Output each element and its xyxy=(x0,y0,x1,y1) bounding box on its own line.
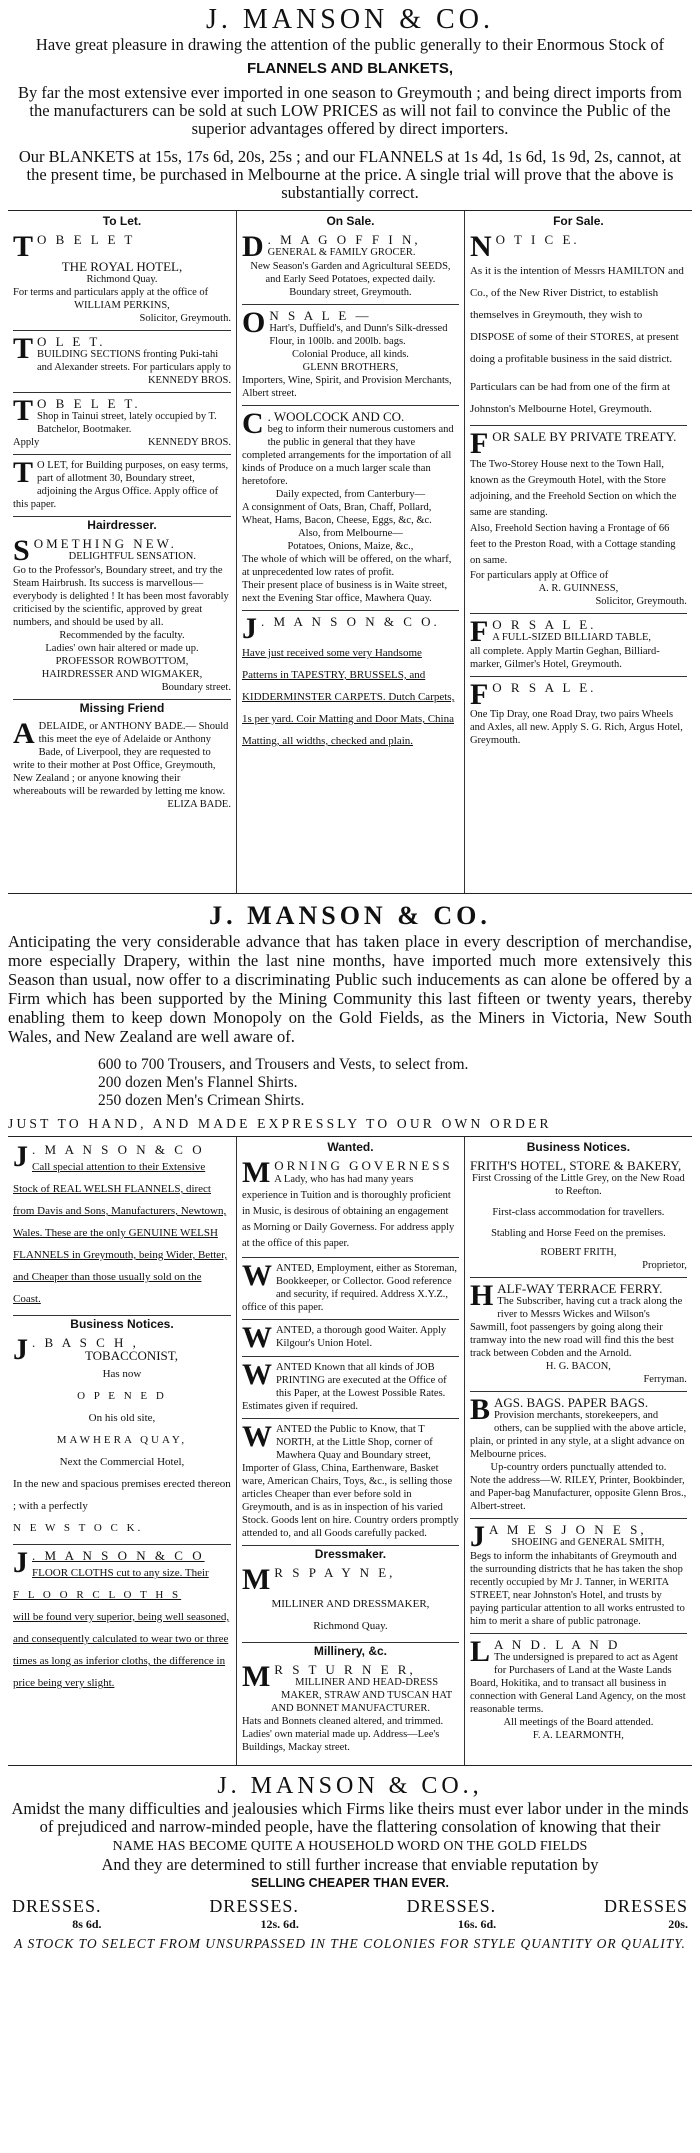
ad-text: Potatoes, Onions, Maize, &c., xyxy=(287,541,414,552)
ad-heading: . B A S C H , xyxy=(32,1335,139,1350)
ad-text: Shop in Tainui street, lately occupied by T. Batchelor, Bootmaker. xyxy=(37,411,217,435)
ad-text: All meetings of the Board attended. xyxy=(503,1717,654,1728)
ad-signature: KENNEDY BROS. xyxy=(147,437,231,448)
business-notices-heading: Business Notices. xyxy=(70,1317,174,1331)
ad-heading: O L E T. xyxy=(37,334,106,349)
ad-text: The undersigned is prepared to act as Agent for Purchasers of Land at the Waste Lands Board, Hokitika, and to transact all business in connection with General Land Agency, on the most reasonable terms. xyxy=(469,1652,686,1715)
ad-text: all complete. Apply Martin Geghan, Billiard-marker, Gilmer's Hotel, Greymouth. xyxy=(469,646,660,670)
top-title: J. MANSON & CO. xyxy=(206,4,494,35)
drop-cap: W xyxy=(241,1420,272,1453)
ad-subheading: A FULL-SIZED BILLIARD TABLE, xyxy=(492,632,652,643)
to-let-column xyxy=(8,211,236,893)
ad-signature: WILLIAM PERKINS, xyxy=(74,300,170,311)
ad-heading: OR SALE BY PRIVATE TREATY. xyxy=(492,429,677,444)
dresses-price: 8s 6d. xyxy=(72,1917,102,1931)
floor-cloths-ad xyxy=(13,1545,231,1699)
drop-cap: D xyxy=(241,230,264,263)
dresses-label: DRESSES. xyxy=(209,1896,299,1916)
ad-text: Hart's, Duffield's, and Dunn's Silk-dressed Flour, in 100lb. and 200lb. bags. xyxy=(269,323,448,347)
ad-heading: O R S A L E. xyxy=(492,680,597,695)
drop-cap: F xyxy=(469,678,489,711)
basch-tobacconist-ad xyxy=(13,1332,231,1545)
ad-text: Hats and Bonnets cleaned altered, and trimmed. Ladies' own material made up. Address—Lee's Buildings, Mackay street. xyxy=(241,1716,444,1753)
glenn-brothers-ad xyxy=(242,305,459,406)
ad-text: For terms and particulars apply at the office of xyxy=(13,287,209,298)
ad-text: Colonial Produce, all kinds. xyxy=(291,349,409,360)
middle-item: 250 dozen Men's Crimean Shirts. xyxy=(98,1092,305,1109)
top-paragraph-1: By far the most extensive ever imported in one season to Greymouth ; and being direct imports from the manufacturers can be sold at such LOW PRICES as will not fail to convince the Public of the superior advantages offered by direct importers. xyxy=(18,83,682,138)
dresses-price: 20s. xyxy=(668,1917,688,1931)
job-printing-ad xyxy=(242,1357,459,1419)
bottom-paragraph-1: Amidst the many difficulties and jealousies which Firms like theirs must ever labor under in the minds of prejudiced and narrow-minded people, have the flattering consolation of knowing that their xyxy=(11,1799,689,1836)
ad-text: First-class accommodation for travellers. xyxy=(492,1207,665,1218)
ad-heading: . M A G O F F I N, xyxy=(267,232,421,247)
welsh-flannels-ad xyxy=(13,1139,231,1316)
ad-text: Daily expected, from Canterbury— xyxy=(275,489,426,500)
classifieds-section-1 xyxy=(8,210,692,894)
ad-text: MILLINER AND DRESSMAKER, xyxy=(271,1598,430,1610)
for-sale-heading: For Sale. xyxy=(553,214,604,228)
ad-text: BUILDING SECTIONS fronting Puki-tahi and Alexander streets. For particulars apply to xyxy=(37,349,231,373)
james-jones-ad xyxy=(470,1519,687,1634)
manson-carpets-ad xyxy=(242,611,459,757)
drop-cap: T xyxy=(13,230,34,263)
ad-text: Ladies' own hair altered or made up. xyxy=(45,643,199,654)
ad-text: The Subscriber, having cut a track along the river to Messrs Wickes and Wilson's Sawmill, foot passengers by going along their tramway into the new road will find this the best track between Cobden and the Arnold. xyxy=(469,1296,683,1359)
ad-text: Next the Commercial Hotel, xyxy=(59,1456,185,1468)
ad-heading: . M A N S O N & C O. xyxy=(260,614,440,629)
ad-text: ANTED Known that all kinds of JOB PRINTING are executed at the Office of this Paper, at the Lowest Possible Rates. Estimates given if required. xyxy=(241,1362,447,1412)
ad-text: Call special attention to their Extensive Stock of REAL WELSH FLANNELS, direct from Davis and Sons, Manufacturers, Newtown, Wales. These are the only GENUINE WELSH FLANNELS in Greymouth, being Wider, Better, and Cheaper than those usually sold on the Coast. xyxy=(13,1161,228,1305)
footer-line: A STOCK TO SELECT FROM UNSURPASSED IN THE COLONIES FOR STYLE QUANTITY OR QUALITY. xyxy=(14,1936,686,1951)
ad-heading: O R S A L E. xyxy=(492,617,597,632)
ad-signature: Boundary street. xyxy=(161,682,231,693)
ad-text: Boundary street, Greymouth. xyxy=(289,287,412,298)
drop-cap: F xyxy=(469,615,489,648)
ad-text: In the new and spacious premises erected thereon ; with a perfectly xyxy=(13,1478,231,1512)
waiter-wanted-ad xyxy=(242,1320,459,1357)
ad-text: Have just received some very Handsome Patterns in TAPESTRY, BRUSSELS, and KIDDERMINSTER CARPETS. Dutch Carpets, 1s per yard. Coir Matting and Door Mats, China Matting, all widths, checked and plain. xyxy=(241,647,455,747)
ad-heading: O B E L E T xyxy=(37,232,136,247)
ad-signature: ROBERT FRITH, xyxy=(540,1247,617,1258)
ad-signature: ELIZA BADE. xyxy=(167,799,231,810)
ad-text: O P E N E D xyxy=(77,1390,167,1402)
top-advertisement xyxy=(8,4,692,202)
top-headline: FLANNELS AND BLANKETS, xyxy=(246,60,454,77)
manson-notices-column xyxy=(8,1137,236,1765)
ad-signature: Solicitor, Greymouth. xyxy=(139,313,231,324)
ad-text: Provision merchants, storekeepers, and others, can be supplied with the above article, plain, or printed in any style, at a slight advance on Melbourne prices. xyxy=(469,1410,687,1460)
missing-friend-heading: Missing Friend xyxy=(79,701,165,715)
drop-cap: B xyxy=(469,1393,490,1426)
ad-text: Importers, Wine, Spirit, and Provision Merchants, Albert street. xyxy=(241,375,452,399)
ad-text: Recommended by the faculty. xyxy=(59,630,185,641)
dresses-price-row xyxy=(8,1896,692,1932)
top-paragraph-2: Our BLANKETS at 15s, 17s 6d, 20s, 25s ; and our FLANNELS at 1s 4d, 1s 6d, 1s 9d, 2s, cannot, at the present time, be purchased in Melbourne at the price. A single trial will prove that the above is substantially correct. xyxy=(18,147,682,202)
royal-hotel-ad xyxy=(13,229,231,331)
ad-signature: H. G. BACON, xyxy=(545,1361,611,1372)
ad-text: beg to inform their numerous customers and the public in general that they have completed arrangements for the importation of all kinds of Produce on a much larger scale than heretofore. xyxy=(241,424,454,487)
drop-cap: L xyxy=(469,1635,490,1668)
mrs-turner-ad xyxy=(242,1659,459,1759)
ad-text: Also, Freehold Section having a Frontage of 66 feet to the Preston Road, with a Cottage standing on same. xyxy=(469,523,676,566)
steam-hairbrush-ad xyxy=(13,533,231,700)
missing-friend-ad xyxy=(13,716,231,816)
ad-subheading: DELIGHTFUL SENSATION. xyxy=(68,551,196,562)
magoffin-ad xyxy=(242,229,459,305)
middle-paragraph: Anticipating the very considerable advance that has taken place in every description of merchandise, more especially Drapery, within the last nine months, have imported much more extensively this Season than usual, now offer to a discriminating Public such inducements as can alone be offered by a Firm which has been supported by the Mining Community this last fifteen or twenty years, thereby enabling them to keep down Monopoly on the Gold Fields, as the Miners in Victoria, New South Wales, and New Zealand are well aware of. xyxy=(8,932,692,1046)
ad-text: MAWHERA QUAY, xyxy=(56,1434,188,1446)
paper-bags-ad xyxy=(470,1392,687,1519)
drop-cap: J xyxy=(469,1520,485,1553)
hairdresser-heading: Hairdresser. xyxy=(87,518,157,532)
ad-signature: KENNEDY BROS. xyxy=(147,375,231,386)
ad-signature: F. A. LEARMONTH, xyxy=(532,1730,624,1741)
ad-heading: . M A N S O N & C O xyxy=(32,1548,205,1563)
drop-cap: F xyxy=(469,427,489,460)
ad-heading: O B E L E T. xyxy=(37,396,141,411)
allotment-ad xyxy=(13,455,231,517)
building-sections-ad xyxy=(13,331,231,393)
drop-cap: W xyxy=(241,1321,272,1354)
bottom-paragraph-4: SELLING CHEAPER THAN EVER. xyxy=(251,1876,449,1890)
middle-item: 600 to 700 Trousers, and Trousers and Vests, to select from. xyxy=(98,1056,469,1073)
hamilton-notice-ad xyxy=(470,229,687,426)
middle-item: 200 dozen Men's Flannel Shirts. xyxy=(98,1074,298,1091)
bottom-title: J. MANSON & CO., xyxy=(217,1773,483,1799)
ad-text: The whole of which will be offered, on the wharf, at unprecedented low rates of profit. xyxy=(241,554,452,578)
ad-heading: ALF-WAY TERRACE FERRY. xyxy=(497,1281,663,1296)
friths-hotel-ad xyxy=(470,1155,687,1278)
ad-text: Stabling and Horse Feed on the premises. xyxy=(491,1228,666,1239)
on-sale-column xyxy=(236,211,464,893)
dresses-price: 16s. 6d. xyxy=(457,1917,497,1931)
ad-text: As it is the intention of Messrs HAMILTON and Co., of the New River District, to establish themselves in Greymouth, they wish to DISPOSE of some of their STORES, at present doing a profitable business in the said district. xyxy=(469,265,684,365)
on-sale-heading: On Sale. xyxy=(326,214,375,228)
ad-subheading: MILLINER AND HEAD-DRESS MAKER, STRAW AND TUSCAN HAT AND BONNET MANUFACTURER. xyxy=(270,1677,453,1714)
drop-cap: T xyxy=(13,456,34,489)
ad-heading: OMETHING NEW. xyxy=(33,536,177,551)
wanted-column xyxy=(236,1137,464,1765)
dressmaker-heading: Dressmaker. xyxy=(314,1547,387,1561)
business-notices-heading-2: Business Notices. xyxy=(526,1140,631,1154)
drop-cap: N xyxy=(469,230,492,263)
classifieds-section-2 xyxy=(8,1136,692,1766)
ad-heading: O T I C E. xyxy=(495,232,580,247)
ad-text: DELAIDE, or ANTHONY BADE.— Should this meet the eye of Adelaide or Anthony Bade, of Liverpool, they are requested to write to their mother at Post Office, Greymouth, New Zealand ; or anyone knowing their whereabouts will be rewarded by letting me know. xyxy=(13,721,229,797)
ad-heading: A M E S J O N E S, xyxy=(488,1522,647,1537)
ad-heading: FRITH'S HOTEL, STORE & BAKERY, xyxy=(469,1158,682,1173)
ad-text: Has now xyxy=(102,1368,142,1380)
ad-heading: AGS. BAGS. PAPER BAGS. xyxy=(493,1395,649,1410)
private-treaty-ad xyxy=(470,426,687,614)
employment-wanted-ad xyxy=(242,1258,459,1320)
top-intro: Have great pleasure in drawing the attention of the public generally to their Enormous Stock of xyxy=(35,35,665,54)
ad-text: For particulars apply at Office of xyxy=(469,570,609,581)
ad-signature: PROFESSOR ROWBOTTOM, xyxy=(55,656,189,667)
ad-signature: Solicitor, Greymouth. xyxy=(595,596,687,607)
drop-cap: T xyxy=(13,332,34,365)
ad-signature: Proprietor, xyxy=(642,1260,687,1271)
ad-text: On his old site, xyxy=(88,1412,156,1424)
ad-text: N E W S T O C K. xyxy=(13,1522,144,1534)
ad-text: Also, from Melbourne— xyxy=(298,528,403,539)
bottom-advertisement xyxy=(8,1766,692,1952)
ad-text: Up-country orders punctually attended to. xyxy=(490,1462,667,1473)
dresses-item xyxy=(209,1896,299,1932)
drop-cap: T xyxy=(13,394,34,427)
ad-text: Apply xyxy=(13,437,40,448)
ad-text: Note the address—W. RILEY, Printer, Bookbinder, and Paper-bag Manufacturer, opposite Glenn Bros., Albert-street. xyxy=(469,1475,687,1512)
bottom-paragraph-3: And they are determined to still further increase that enviable reputation by xyxy=(101,1855,599,1874)
ad-heading: . WOOLCOCK AND CO. xyxy=(267,409,405,424)
ad-text: First Crossing of the Little Grey, on the New Road to Reefton. xyxy=(472,1173,685,1197)
governess-ad xyxy=(242,1155,459,1258)
drop-cap: A xyxy=(13,717,35,750)
drop-cap: J xyxy=(13,1546,28,1579)
drop-cap: J xyxy=(13,1333,28,1366)
dresses-label: DRESSES. xyxy=(12,1896,102,1916)
ad-text: ANTED, Employment, either as Storeman, Bookkeeper, or Collector. Good reference and security, if required. Address X.Y.Z., office of this paper. xyxy=(241,1263,458,1313)
dresses-item xyxy=(407,1896,497,1932)
ad-text: A consignment of Oats, Bran, Chaff, Pollard, Wheat, Hams, Bacon, Cheese, Eggs, &c, &c. xyxy=(241,502,432,526)
ad-text: Begs to inform the inhabitants of Greymouth and the surrounding districts that he has taken the shop recently occupied by Mr J. Tanner, in WERITA STREET, near Johnston's Hotel, and trusts by paying particular attention to all works entrusted to him to merit a share of public patronage. xyxy=(469,1551,685,1627)
ferry-ad xyxy=(470,1278,687,1392)
ad-heading: N S A L E — xyxy=(269,308,372,323)
middle-advertisement xyxy=(8,894,692,1132)
drop-cap: J xyxy=(241,612,257,645)
tainui-shop-ad xyxy=(13,393,231,455)
ad-signature: GLENN BROTHERS, xyxy=(302,362,399,373)
dresses-item xyxy=(604,1896,688,1932)
ad-subheading: THE ROYAL HOTEL, xyxy=(61,259,183,274)
drop-cap: M xyxy=(241,1660,271,1693)
ad-heading: . M A N S O N & C O xyxy=(32,1142,205,1157)
ad-heading: R S P A Y N E, xyxy=(274,1565,396,1580)
ad-subheading: GENERAL & FAMILY GROCER. xyxy=(267,247,416,258)
drop-cap: J xyxy=(13,1140,28,1173)
wanted-heading: Wanted. xyxy=(327,1140,374,1154)
to-let-heading: To Let. xyxy=(102,214,142,228)
ad-subheading: TOBACCONIST, xyxy=(84,1348,179,1363)
ad-text: FLOOR CLOTHS cut to any size. Their xyxy=(32,1567,209,1579)
middle-title: J. MANSON & CO. xyxy=(209,901,491,930)
millinery-heading: Millinery, &c. xyxy=(313,1644,388,1658)
drop-cap: W xyxy=(241,1358,272,1391)
ad-text: ANTED the Public to Know, that T NORTH, at the Little Shop, corner of Mawhera Quay and Boundary street, Importer of Glass, China, Earthenware, Basket ware, American Chairs, Toys, &c., is selling those articles Cheaper than ever before sold in Greymouth, and is as in inspection of his varied Stock. Goods lent on hire. Country orders promptly attended to, and all Goods carefully packed. xyxy=(241,1424,459,1539)
ad-text: A Lady, who has had many years experience in Tuition and is thoroughly proficient in Music, is desirous of obtaining an engagement as Morning or Daily Governess. For address apply at the office of this paper. xyxy=(241,1174,455,1249)
ad-heading: A N D. L A N D xyxy=(493,1637,621,1652)
ad-heading: ORNING GOVERNESS xyxy=(274,1158,453,1173)
ad-subheading: SHOEING and GENERAL SMITH, xyxy=(511,1537,665,1548)
drop-cap: W xyxy=(241,1259,272,1292)
woolcock-ad xyxy=(242,406,459,611)
drop-cap: O xyxy=(241,306,266,339)
drop-cap: H xyxy=(469,1279,494,1312)
just-to-hand-line: JUST TO HAND, AND MADE EXPRESSLY TO OUR OWN ORDER xyxy=(8,1116,552,1131)
drop-cap: M xyxy=(241,1156,271,1189)
business-notices-column xyxy=(464,1137,692,1765)
for-sale-column xyxy=(464,211,692,893)
ad-text: Richmond Quay. xyxy=(86,274,158,285)
drop-cap: S xyxy=(13,534,30,567)
billiard-table-ad xyxy=(470,614,687,677)
mrs-payne-ad xyxy=(242,1562,459,1643)
dresses-label: DRESSES xyxy=(603,1896,688,1916)
drop-cap: M xyxy=(241,1563,271,1596)
ad-signature: Ferryman. xyxy=(643,1374,687,1385)
ad-text: New Season's Garden and Agricultural SEEDS, and Early Seed Potatoes, expected daily. xyxy=(250,261,451,285)
ad-text: The Two-Storey House next to the Town Hall, known as the Greymouth Hotel, with the Store adjoining, and the Freehold Section on which the same are standing. xyxy=(469,459,677,518)
ad-text: One Tip Dray, one Road Dray, two pairs Wheels and Axles, all new. Apply S. G. Rich, Argus Hotel, Greymouth. xyxy=(469,709,683,746)
ad-text: Particulars can be had from one of the firm at Johnston's Melbourne Hotel, Greymouth. xyxy=(469,381,670,415)
dresses-label: DRESSES. xyxy=(406,1896,497,1916)
drop-cap: C xyxy=(241,407,264,440)
ad-text: Go to the Professor's, Boundary street, and try the Steam Hairbrush. Its success is marvellous—everybody is delighted ! It has been most favorably criticised by the scientific, approved by great numbers, and should be used by all. xyxy=(13,565,229,628)
ad-text: Their present place of business is in Waite street, next the Evening Star office, Mawhera Quay. xyxy=(241,580,448,604)
dresses-price: 12s. 6d. xyxy=(260,1917,299,1931)
north-shop-ad xyxy=(242,1419,459,1546)
drays-ad xyxy=(470,677,687,752)
ad-text: F L O O R C L O T H S xyxy=(13,1589,182,1601)
ad-text: will be found very superior, being well seasoned, and consequently calculated to wear two or three times as long as inferior cloths, the difference in price being very slight. xyxy=(13,1611,230,1689)
ad-text: ANTED, a thorough good Waiter. Apply Kilgour's Union Hotel. xyxy=(275,1325,447,1349)
ad-signature: HAIRDRESSER AND WIGMAKER, xyxy=(41,669,203,680)
ad-text: O LET, for Building purposes, on easy terms, part of allotment 30, Boundary street, adjoining the Argus Office. Apply office of this paper. xyxy=(13,460,229,510)
ad-signature: A. R. GUINNESS, xyxy=(538,583,619,594)
land-agency-ad xyxy=(470,1634,687,1747)
ad-heading: R S T U R N E R, xyxy=(274,1662,416,1677)
bottom-paragraph-2: NAME HAS BECOME QUITE A HOUSEHOLD WORD ON THE GOLD FIELDS xyxy=(112,1839,588,1854)
ad-text: Richmond Quay. xyxy=(313,1620,388,1632)
dresses-item xyxy=(12,1896,102,1932)
